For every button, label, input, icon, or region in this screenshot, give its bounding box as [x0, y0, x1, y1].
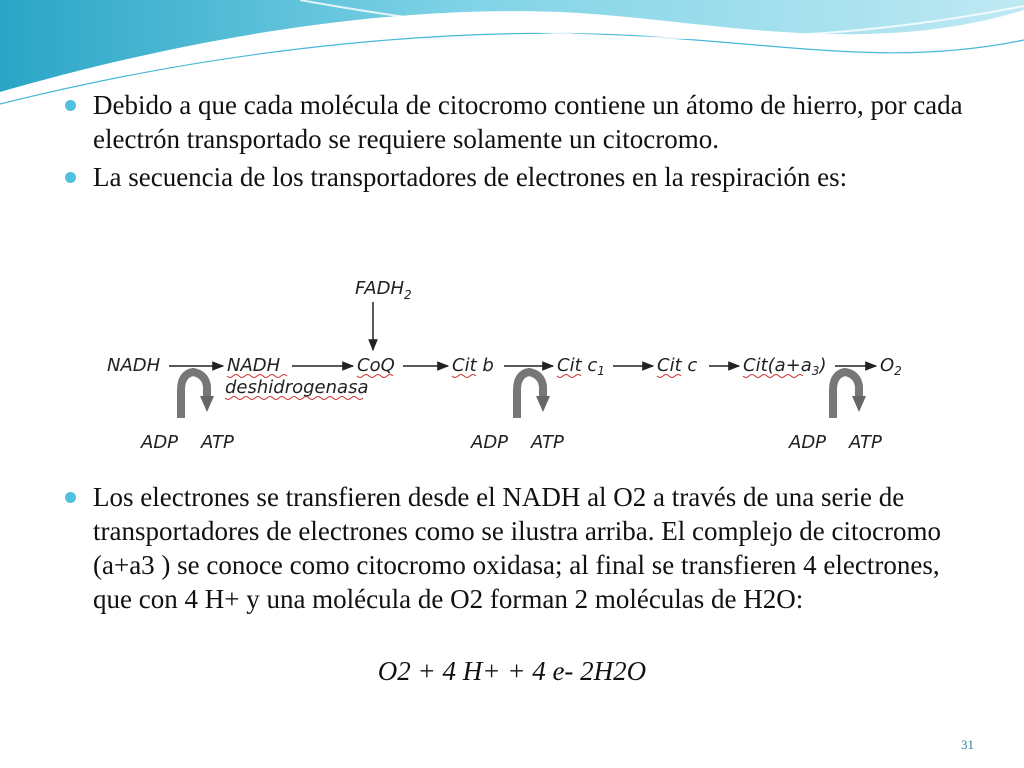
phosphorylation-arrow-icon [517, 372, 550, 418]
bullet-dot-icon [65, 100, 76, 111]
carrier-coq: CoQ [357, 355, 395, 376]
carrier-nadh-dehydrogenase: NADH [227, 355, 281, 376]
atp-label: ATP [531, 432, 564, 453]
carrier-nadh-dehydrogenase-sublabel: deshidrogenasa [225, 377, 369, 398]
bullet-item [62, 88, 972, 156]
bullet-item [62, 160, 972, 194]
carrier-cit-c: Cit c [657, 355, 698, 376]
carrier-cit-a-a3: $Cit(a+a_3)$ [743, 355, 827, 378]
phosphorylation-arrow-icon [181, 372, 214, 418]
fadh2-label: $FADH_2$ [355, 278, 412, 302]
bullet-item [62, 480, 972, 616]
adp-label: ADP [789, 432, 827, 453]
carrier-cit-c1: Cit $c_1$ [557, 355, 605, 378]
bullet-text: La secuencia de los transportadores de electrones en la respiración es: [93, 162, 848, 192]
atp-label: ATP [849, 432, 882, 453]
bullet-text: Debido a que cada molécula de citocromo contiene un átomo de hierro, por cada electrón transportado se requiere solamente un citocromo. [93, 90, 963, 154]
slide-body [62, 88, 972, 198]
adp-label: ADP [471, 432, 509, 453]
bullet-text: Los electrones se transfieren desde el NADH al O2 a través de una serie de transportadores de electrones como se ilustra arriba. El complejo de citocromo (a+a3 ) se conoce como citocromo oxidasa; al final se transfieren 4 electrones, que con 4 H+ y una molécula de O2 forman 2 moléculas de H2O: [93, 482, 941, 614]
phosphorylation-arrow-icon [833, 372, 866, 418]
page-number: 31 [961, 737, 974, 752]
adp-label: ADP [141, 432, 179, 453]
slide-body-lower [62, 480, 972, 620]
carrier-o2: $O_2$ [880, 355, 902, 378]
carrier-nadh: NADH [107, 355, 161, 376]
underline-decoration [225, 397, 363, 400]
bullet-dot-icon [65, 492, 76, 503]
electron-transport-diagram [97, 272, 929, 472]
carrier-cit-b: Cit b [452, 355, 494, 376]
atp-label: ATP [201, 432, 234, 453]
reaction-equation: O2 + 4 H+ + 4 e- 2H2O [377, 656, 647, 686]
bullet-dot-icon [65, 172, 76, 183]
